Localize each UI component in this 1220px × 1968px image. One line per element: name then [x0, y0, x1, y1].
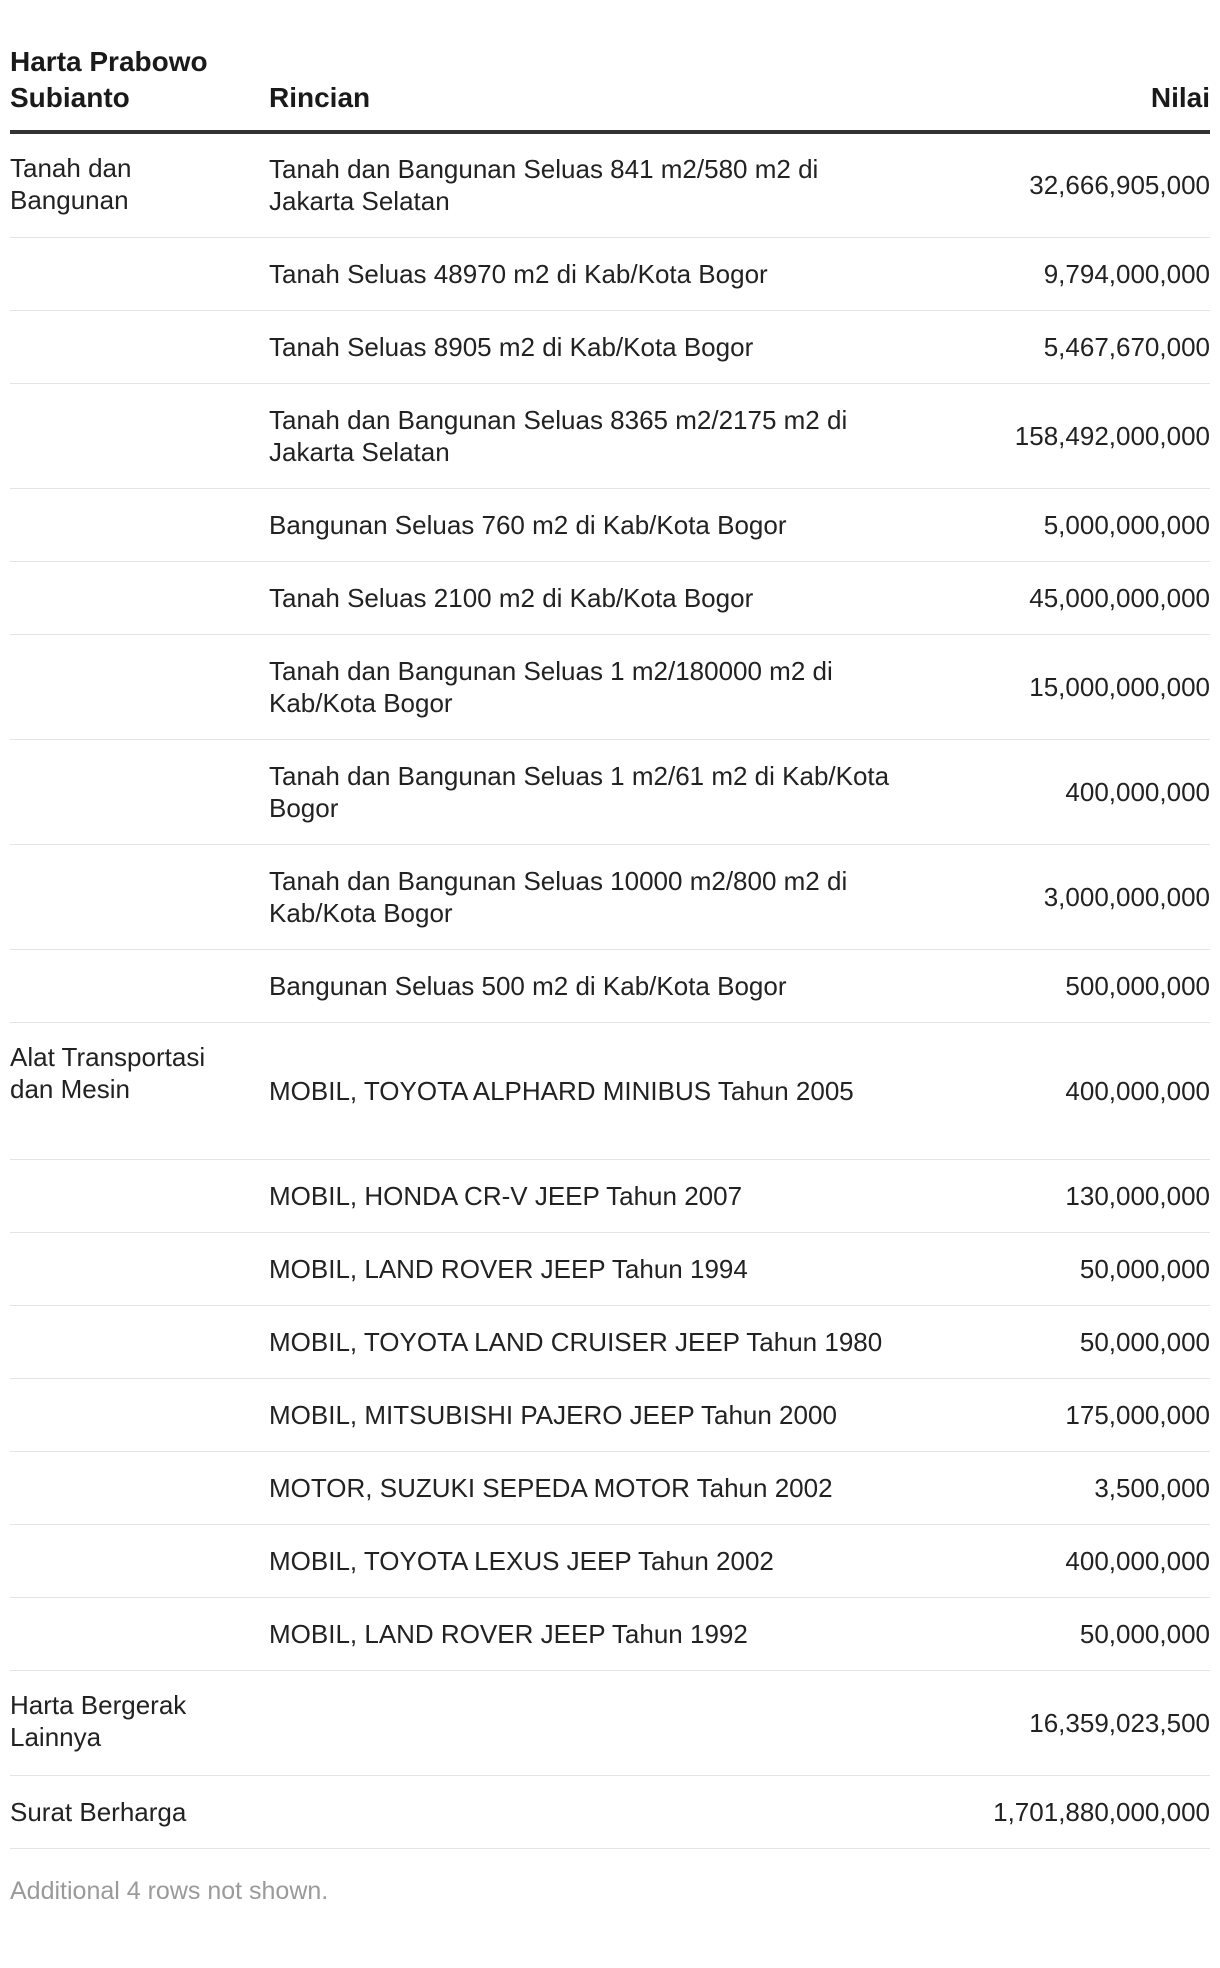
table-row: [10, 1451, 1210, 1524]
value-cell: 50,000,000: [910, 1232, 1210, 1305]
detail-text: Tanah Seluas 48970 m2 di Kab/Kota Bogor: [269, 258, 768, 289]
detail-text: MOBIL, TOYOTA LAND CRUISER JEEP Tahun 1980: [269, 1326, 883, 1357]
category-cell: Surat Berharga: [10, 1775, 269, 1848]
detail-text: Bangunan Seluas 500 m2 di Kab/Kota Bogor: [269, 970, 787, 1001]
category-cell: [10, 1159, 269, 1232]
category-cell: Alat Transportasi dan Mesin: [10, 1022, 269, 1159]
value-cell: 50,000,000: [910, 1305, 1210, 1378]
value-cell: 3,500,000: [910, 1451, 1210, 1524]
detail-cell: [269, 1378, 910, 1451]
table-row: [10, 383, 1210, 488]
detail-cell: [269, 1524, 910, 1597]
value-cell: 32,666,905,000: [910, 132, 1210, 237]
value-cell: 400,000,000: [910, 739, 1210, 844]
detail-cell: [269, 1670, 910, 1775]
detail-text: Bangunan Seluas 760 m2 di Kab/Kota Bogor: [269, 509, 787, 540]
detail-cell: [269, 132, 910, 237]
detail-text: Tanah dan Bangunan Seluas 1 m2/61 m2 di Kab/Kota Bogor: [269, 760, 890, 823]
table-row: [10, 1305, 1210, 1378]
table-row: [10, 1597, 1210, 1670]
category-cell: [10, 739, 269, 844]
table-header: [10, 44, 1210, 132]
table-row: [10, 488, 1210, 561]
value-cell: 5,000,000,000: [910, 488, 1210, 561]
detail-cell: [269, 1022, 910, 1159]
value-cell: 500,000,000: [910, 949, 1210, 1022]
value-cell: 5,467,670,000: [910, 310, 1210, 383]
data-table-container: [10, 0, 1210, 1907]
value-cell: 1,701,880,000,000: [910, 1775, 1210, 1848]
column-header-category: Harta Prabowo Subianto: [10, 44, 269, 132]
detail-text: Tanah Seluas 8905 m2 di Kab/Kota Bogor: [269, 331, 754, 362]
detail-cell: [269, 310, 910, 383]
value-cell: 400,000,000: [910, 1524, 1210, 1597]
detail-cell: [269, 1159, 910, 1232]
category-cell: [10, 1305, 269, 1378]
value-cell: 16,359,023,500: [910, 1670, 1210, 1775]
detail-text: MOTOR, SUZUKI SEPEDA MOTOR Tahun 2002: [269, 1472, 833, 1503]
table-row: [10, 237, 1210, 310]
category-cell: [10, 1378, 269, 1451]
detail-text: Tanah Seluas 2100 m2 di Kab/Kota Bogor: [269, 582, 754, 613]
detail-text: MOBIL, TOYOTA ALPHARD MINIBUS Tahun 2005: [269, 1075, 854, 1106]
value-cell: 175,000,000: [910, 1378, 1210, 1451]
category-cell: [10, 634, 269, 739]
category-cell: [10, 383, 269, 488]
detail-cell: [269, 1305, 910, 1378]
table-row: [10, 1378, 1210, 1451]
detail-text: Tanah dan Bangunan Seluas 1 m2/180000 m2 di Kab/Kota Bogor: [269, 655, 833, 718]
category-cell: [10, 949, 269, 1022]
detail-cell: [269, 488, 910, 561]
detail-cell: [269, 949, 910, 1022]
table-row: [10, 739, 1210, 844]
category-cell: Harta Bergerak Lainnya: [10, 1670, 269, 1775]
detail-cell: [269, 1597, 910, 1670]
detail-cell: [269, 844, 910, 949]
table-row: [10, 949, 1210, 1022]
category-cell: [10, 561, 269, 634]
category-cell: [10, 237, 269, 310]
table-row: [10, 634, 1210, 739]
detail-text: Tanah dan Bangunan Seluas 841 m2/580 m2 di Jakarta Selatan: [269, 154, 819, 217]
table-row: [10, 1775, 1210, 1848]
detail-cell: [269, 634, 910, 739]
category-cell: [10, 1232, 269, 1305]
category-cell: [10, 310, 269, 383]
category-cell: [10, 1451, 269, 1524]
detail-text: MOBIL, HONDA CR-V JEEP Tahun 2007: [269, 1180, 743, 1211]
detail-cell: [269, 739, 910, 844]
category-cell: [10, 1524, 269, 1597]
table-row: [10, 1670, 1210, 1775]
detail-cell: [269, 561, 910, 634]
value-cell: 9,794,000,000: [910, 237, 1210, 310]
detail-text: MOBIL, TOYOTA LEXUS JEEP Tahun 2002: [269, 1545, 774, 1576]
value-cell: 400,000,000: [910, 1022, 1210, 1159]
value-cell: 158,492,000,000: [910, 383, 1210, 488]
category-cell: [10, 488, 269, 561]
detail-text: MOBIL, LAND ROVER JEEP Tahun 1994: [269, 1253, 748, 1284]
footnote: Additional 4 rows not shown.: [10, 1876, 329, 1905]
column-header-value: Nilai: [910, 44, 1210, 132]
detail-text: Tanah dan Bangunan Seluas 10000 m2/800 m2 di Kab/Kota Bogor: [269, 865, 848, 928]
table-row: [10, 310, 1210, 383]
column-header-detail: Rincian: [269, 44, 910, 132]
value-cell: 45,000,000,000: [910, 561, 1210, 634]
detail-cell: [269, 383, 910, 488]
category-cell: [10, 1597, 269, 1670]
table-row: [10, 1232, 1210, 1305]
value-cell: 130,000,000: [910, 1159, 1210, 1232]
table-row: [10, 561, 1210, 634]
detail-text: Tanah dan Bangunan Seluas 8365 m2/2175 m2 di Jakarta Selatan: [269, 404, 848, 467]
value-cell: 15,000,000,000: [910, 634, 1210, 739]
assets-table: [10, 44, 1210, 1849]
value-cell: 50,000,000: [910, 1597, 1210, 1670]
table-row: [10, 1022, 1210, 1159]
detail-cell: [269, 237, 910, 310]
detail-cell: [269, 1451, 910, 1524]
table-row: [10, 132, 1210, 237]
table-row: [10, 1159, 1210, 1232]
category-cell: Tanah dan Bangunan: [10, 132, 269, 237]
detail-text: MOBIL, LAND ROVER JEEP Tahun 1992: [269, 1618, 748, 1649]
table-body: [10, 132, 1210, 1848]
detail-text: MOBIL, MITSUBISHI PAJERO JEEP Tahun 2000: [269, 1399, 837, 1430]
value-cell: 3,000,000,000: [910, 844, 1210, 949]
detail-cell: [269, 1775, 910, 1848]
category-cell: [10, 844, 269, 949]
table-row: [10, 1524, 1210, 1597]
table-row: [10, 844, 1210, 949]
detail-cell: [269, 1232, 910, 1305]
